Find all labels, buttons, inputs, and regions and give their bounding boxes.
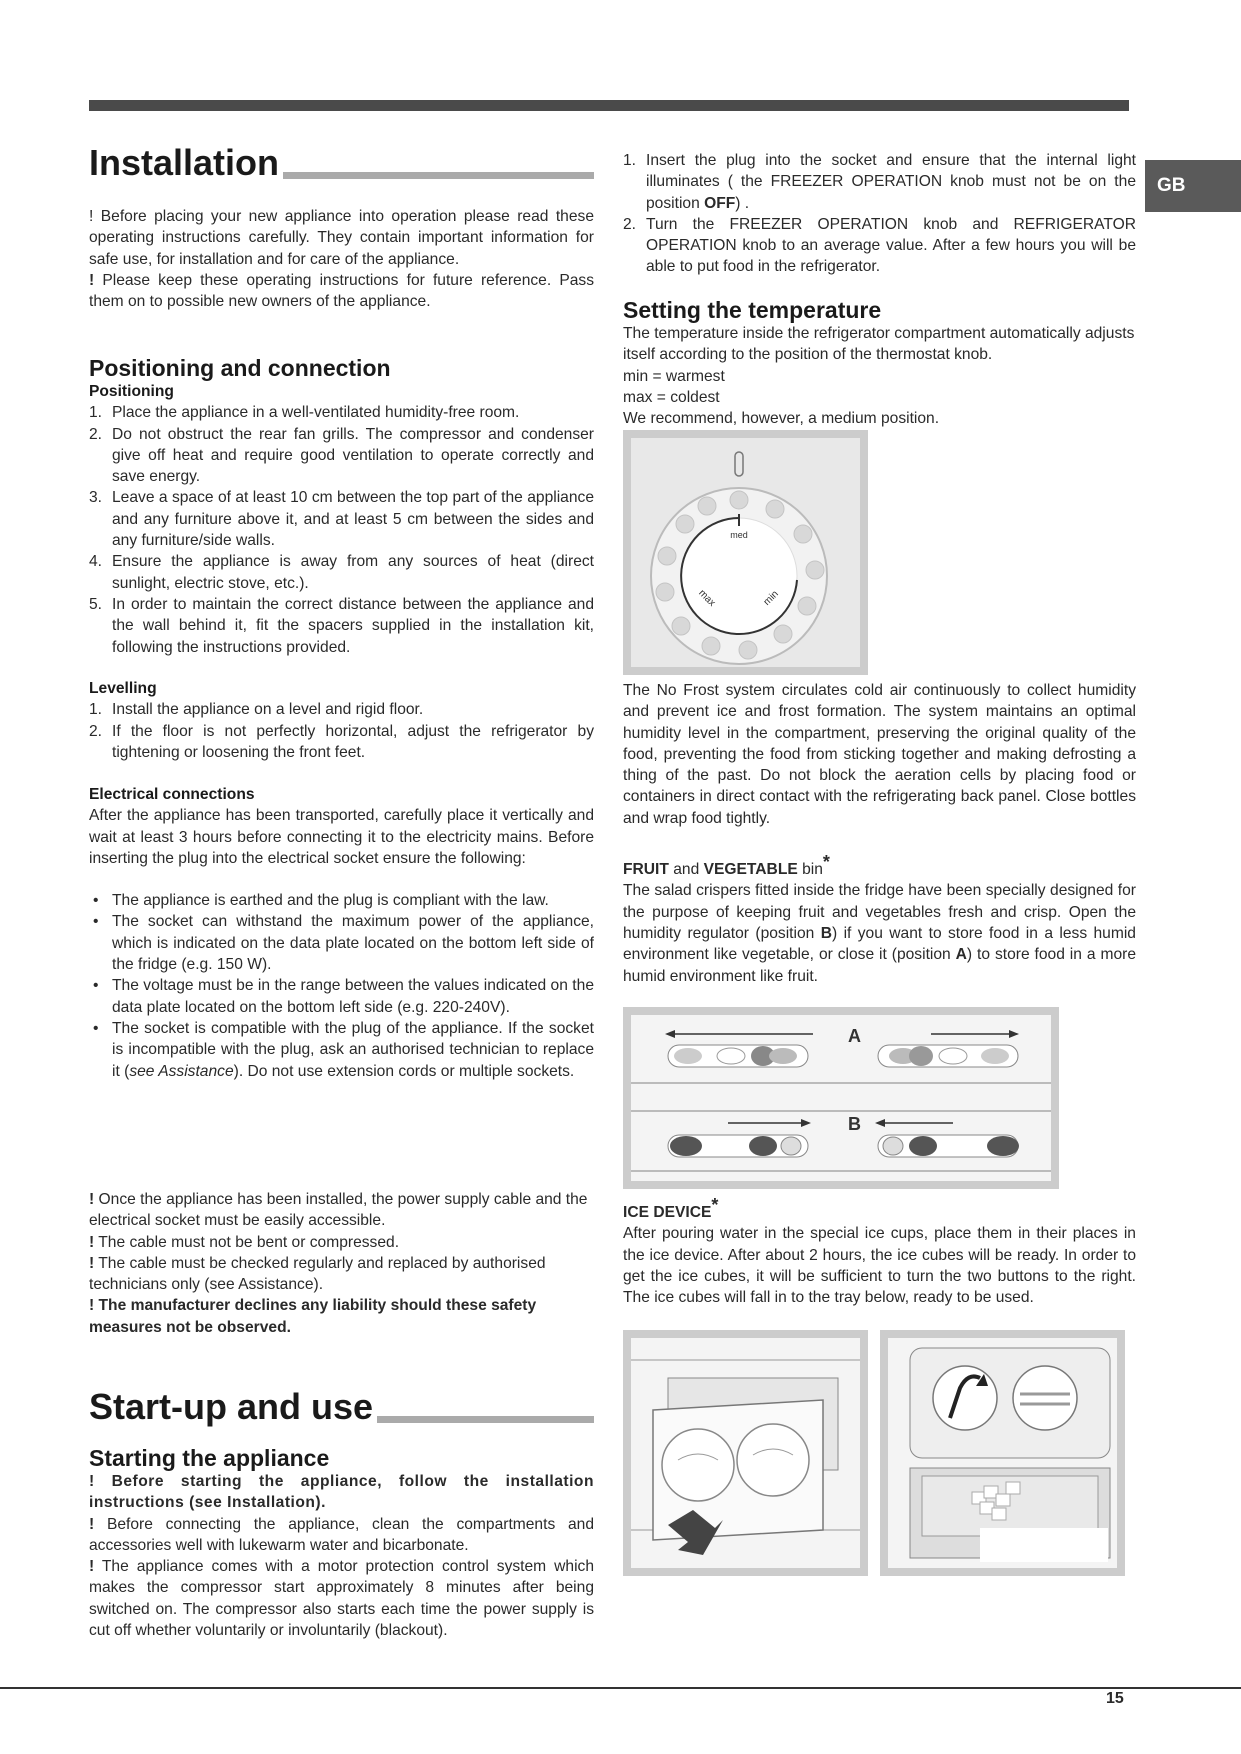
ice-text: After pouring water in the special ice cups, place them in their places in the ice device. After about 2 hours, the ice cubes will be ready. In order to get the ice cubes, it will be sufficient to turn the two buttons to the right. The ice cubes will fall in to the tray below, ready to be used. xyxy=(623,1225,1136,1307)
knob-med-label: med xyxy=(730,530,748,540)
fruit-section xyxy=(623,852,1136,987)
list-item: 2. Turn the FREEZER OPERATION knob and REFRIGERATOR OPERATION knob to an average value. After a few hours you will be able to put food in the refrigerator. xyxy=(623,215,1136,276)
start-warning-3: ! The appliance comes with a motor protection control system which makes the compressor start approximately 8 minutes after being switched on. The compressor also starts each time the power supply is cut off whether voluntarily or involuntarily (blackout). xyxy=(89,1558,594,1640)
ice-buttons-figure xyxy=(880,1330,1125,1576)
positioning-list xyxy=(89,402,594,658)
note-4: ! The manufacturer declines any liability should these safety measures not be observed. xyxy=(89,1297,537,1336)
list-item: 4. Ensure the appliance is away from any sources of heat (direct sunlight, electric stove, etc.). xyxy=(89,553,594,592)
start-warning-2: ! Before connecting the appliance, clean the compartments and accessories well with lukewarm water and bicarbonate. xyxy=(89,1515,594,1554)
knob-min-label: min xyxy=(761,588,781,608)
knob-max-label: max xyxy=(696,587,718,609)
positioning-title: Positioning and connection xyxy=(89,355,391,381)
ice-title: ICE DEVICE* xyxy=(623,1195,719,1222)
list-item: • The socket can withstand the maximum power of the appliance, which is indicated on the data plate located on the bottom left side of the fridge (e.g. 150 W). xyxy=(93,913,594,974)
temperature-text: The temperature inside the refrigerator compartment automatically adjusts itself according to the position of the thermostat knob. xyxy=(623,325,1135,364)
heading-rule xyxy=(283,172,594,179)
thermostat-knob-drawing xyxy=(623,430,868,675)
min-text: min = warmest xyxy=(623,367,725,385)
ice-section xyxy=(623,1195,1136,1309)
list-item: • The appliance is earthed and the plug is compliant with the law. xyxy=(93,892,549,910)
levelling-title: Levelling xyxy=(89,680,157,697)
list-item: 1. Insert the plug into the socket and ensure that the internal light illuminates ( the FREEZER OPERATION knob must not be on the position OFF) . xyxy=(623,152,1136,212)
fruit-text: The salad crispers fitted inside the fridge have been specially designed for the purpose of keeping fruit and vegetables fresh and crisp. Open the humidity regulator (position B) if you want to store food in a less humid environment like vegetable, or close it (position A) to store food in a more humid environment like fruit. xyxy=(623,882,1136,985)
positioning-section xyxy=(89,355,594,658)
electrical-section xyxy=(89,784,594,1082)
installation-title: Installation xyxy=(89,142,280,183)
heading-rule xyxy=(377,1416,594,1423)
bottom-rule xyxy=(0,1687,1241,1689)
installation-intro xyxy=(89,206,594,312)
thermostat-figure xyxy=(623,430,868,675)
note-3: ! The cable must be checked regularly and replaced by authorised technicians only (see Assistance). xyxy=(89,1254,546,1294)
position-b-label: B xyxy=(848,1114,861,1134)
startup-title: Start-up and use xyxy=(89,1386,374,1427)
electrical-title: Electrical connections xyxy=(89,786,255,803)
temperature-section xyxy=(623,297,1136,429)
start-warning-1: ! Before starting the appliance, follow the installation instructions (see Installation). xyxy=(89,1473,594,1512)
fruit-title: FRUIT and VEGETABLE bin* xyxy=(623,852,830,879)
humidity-regulator-drawing xyxy=(623,1007,1059,1189)
note-2: ! The cable must not be bent or compressed. xyxy=(89,1233,400,1251)
ice-buttons-drawing xyxy=(880,1330,1125,1576)
safety-notes xyxy=(89,1189,594,1338)
positioning-subtitle: Positioning xyxy=(89,383,174,400)
list-item: 5. In order to maintain the correct distance between the appliance and the wall behind it, fit the spacers supplied in the installation kit, following the instructions provided. xyxy=(89,595,594,656)
intro-paragraph-2: ! Please keep these operating instructions for future reference. Pass them on to possible new owners of the appliance. xyxy=(89,271,594,311)
starting-title: Starting the appliance xyxy=(89,1445,330,1471)
note-1: ! Once the appliance has been installed, the power supply cable and the electrical socket must be easily accessible. xyxy=(89,1191,588,1230)
ice-tray-figure xyxy=(623,1330,868,1576)
list-item: • The socket is compatible with the plug of the appliance. If the socket is incompatible with the plug, ask an authorised technician to replace it (see Assistance). Do not use extension cords or multiple sockets. xyxy=(93,1019,594,1080)
start-steps xyxy=(623,150,1136,278)
starting-section xyxy=(89,1445,594,1641)
ice-tray-drawing xyxy=(623,1330,868,1576)
installation-heading xyxy=(89,143,594,183)
position-a-label: A xyxy=(848,1026,861,1046)
startup-heading xyxy=(89,1387,594,1427)
list-item: 1. Install the appliance on a level and rigid floor. xyxy=(89,701,424,719)
nofrost-text: The No Frost system circulates cold air continuously to collect humidity and prevent ice and frost formation. The system maintains an optimal humidity level in the compartment, preserving the original quality of the food, preventing the food from sticking together and making defrosting a thing of the past. Do not block the aeration cells by placing food or containers in direct contact with the refrigerating back panel. Close bottles and wrap food tightly. xyxy=(623,682,1136,827)
recommend-text: We recommend, however, a medium position. xyxy=(623,410,940,428)
list-item: • The voltage must be in the range between the values indicated on the data plate located on the bottom left side (e.g. 220-240V). xyxy=(93,977,594,1016)
levelling-list xyxy=(89,699,594,763)
humidity-regulator-figure xyxy=(623,1007,1059,1189)
electrical-list xyxy=(89,890,594,1082)
list-item: 2. If the floor is not perfectly horizontal, adjust the refrigerator by tightening or loosening the front feet. xyxy=(89,722,594,761)
max-text: max = coldest xyxy=(623,388,720,406)
top-bar xyxy=(89,100,1129,111)
list-item: 2. Do not obstruct the rear fan grills. The compressor and condenser give off heat and require good ventilation to operate correctly and save energy. xyxy=(89,425,594,486)
intro-paragraph: ! Before placing your new appliance into operation please read these operating instructions carefully. They contain important information for safe use, for installation and for care of the appliance. xyxy=(89,208,594,268)
page-number: 15 xyxy=(1106,1690,1124,1707)
language-tab: GB xyxy=(1145,160,1241,212)
levelling-section xyxy=(89,678,594,763)
temperature-title: Setting the temperature xyxy=(623,297,882,323)
list-item: 1. Place the appliance in a well-ventilated humidity-free room. xyxy=(89,404,520,422)
list-item: 3. Leave a space of at least 10 cm between the top part of the appliance and any furniture above it, and at least 5 cm between the sides and any furniture/side walls. xyxy=(89,489,594,550)
electrical-intro: After the appliance has been transported, carefully place it vertically and wait at least 3 hours before connecting it to the electricity mains. Before inserting the plug into the electrical socket ensure the following: xyxy=(89,807,594,867)
